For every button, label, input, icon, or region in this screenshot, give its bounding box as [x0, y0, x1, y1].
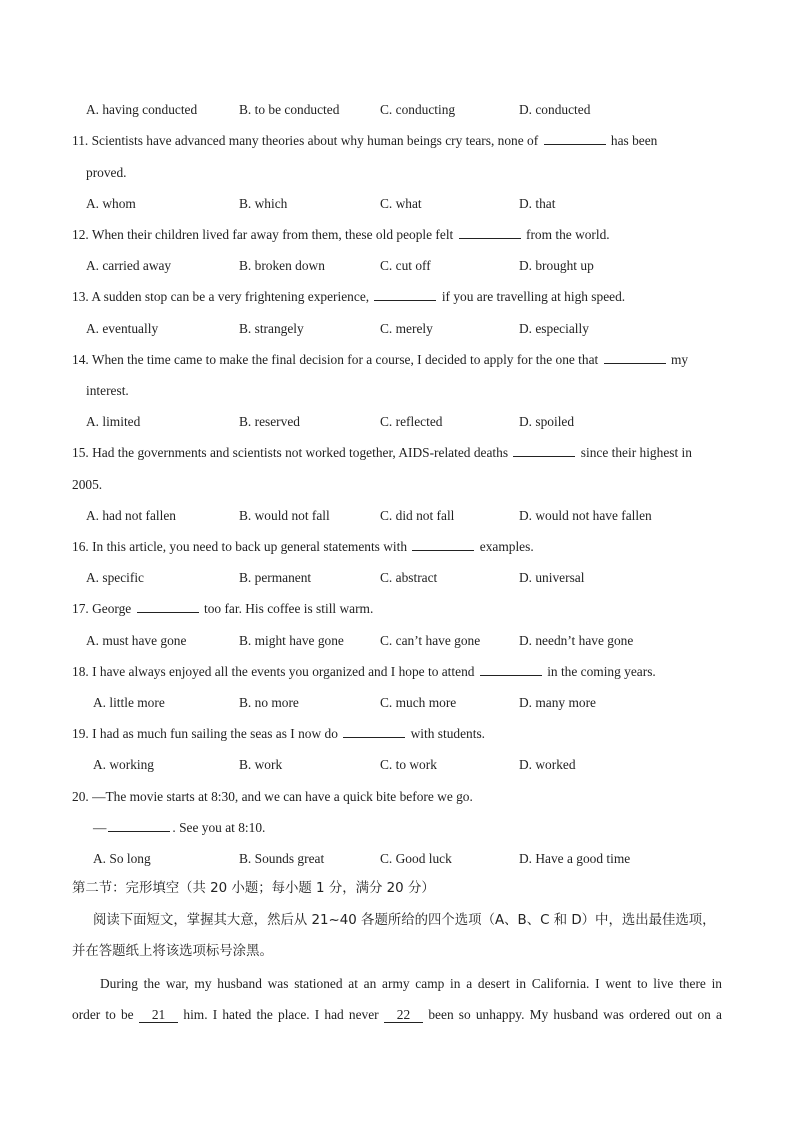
q10-options	[86, 101, 726, 119]
option-d: D. that	[519, 196, 556, 211]
q13-options	[86, 320, 726, 338]
option-a: A. had not fallen	[86, 508, 176, 523]
option-d: D. especially	[519, 321, 589, 336]
q20-options	[93, 850, 733, 868]
option-d: D. worked	[519, 757, 576, 772]
q18-options	[93, 694, 733, 712]
answer-blank	[480, 663, 542, 676]
option-c: C. can’t have gone	[380, 633, 481, 648]
option-a: A. eventually	[86, 321, 159, 336]
question-15-cont: 2005.	[72, 477, 103, 492]
question-17-stem: 17. George too far. His coffee is still warm.	[72, 601, 374, 616]
option-d: D. brought up	[519, 258, 594, 273]
option-d: D. spoiled	[519, 414, 575, 429]
question-11-stem: 11. Scientists have advanced many theories about why human beings cry tears, none of has been	[72, 133, 658, 148]
option-b: B. which	[239, 196, 288, 211]
question-12-stem: 12. When their children lived far away from them, these old people felt from the world.	[72, 227, 610, 242]
option-c: C. what	[380, 196, 422, 211]
q17-options	[86, 632, 726, 650]
option-c: C. cut off	[380, 258, 431, 273]
section-instruction-1: 阅读下面短文，掌握其大意，然后从 21~40 各题所给的四个选项（A、B、C 和 D）中，选出最佳选项，	[93, 913, 716, 928]
option-d: D. many more	[519, 695, 596, 710]
option-c: C. merely	[380, 321, 433, 336]
option-b: B. might have gone	[239, 633, 344, 648]
option-a: A. little more	[93, 695, 165, 710]
option-c: C. conducting	[380, 102, 456, 117]
question-20-reply: — . See you at 8:10.	[93, 820, 266, 835]
section-instruction-2: 并在答题纸上将该选项标号涂黑。	[72, 944, 273, 959]
option-c: C. much more	[380, 695, 457, 710]
answer-blank	[343, 725, 405, 738]
option-b: B. Sounds great	[239, 851, 325, 866]
question-13-stem: 13. A sudden stop can be a very frightening experience, if you are travelling at high speed.	[72, 289, 626, 304]
option-d: D. Have a good time	[519, 851, 631, 866]
option-d: D. would not have fallen	[519, 508, 652, 523]
question-15-stem: 15. Had the governments and scientists not worked together, AIDS-related deaths since their highest in	[72, 445, 692, 460]
option-b: B. permanent	[239, 570, 312, 585]
q14-options	[86, 413, 726, 431]
q19-options	[93, 756, 733, 774]
question-18-stem: 18. I have always enjoyed all the events you organized and I hope to attend in the coming years.	[72, 664, 656, 679]
question-16-stem: 16. In this article, you need to back up general statements with examples.	[72, 539, 534, 554]
option-a: A. having conducted	[86, 102, 198, 117]
option-b: B. strangely	[239, 321, 304, 336]
q12-options	[86, 257, 726, 275]
passage-line-1: During the war, my husband was stationed at an army camp in a desert in California. I went to live there in	[100, 976, 722, 991]
q15-options	[86, 507, 726, 525]
option-b: B. broken down	[239, 258, 325, 273]
answer-blank	[108, 819, 170, 832]
option-c: C. reflected	[380, 414, 443, 429]
option-c: C. abstract	[380, 570, 438, 585]
answer-blank	[604, 351, 666, 364]
question-11-cont: proved.	[86, 165, 127, 180]
option-a: A. carried away	[86, 258, 172, 273]
option-b: B. no more	[239, 695, 299, 710]
question-14-cont: interest.	[86, 383, 129, 398]
question-19-stem: 19. I had as much fun sailing the seas as I now do with students.	[72, 726, 486, 741]
answer-blank	[374, 288, 436, 301]
answer-blank	[412, 538, 474, 551]
answer-blank	[459, 226, 521, 239]
answer-blank	[544, 132, 606, 145]
question-14-stem: 14. When the time came to make the final decision for a course, I decided to apply for the one that my	[72, 352, 689, 367]
option-d: D. universal	[519, 570, 585, 585]
option-b: B. to be conducted	[239, 102, 340, 117]
section-heading: 第二节：完形填空（共 20 小题；每小题 1 分，满分 20 分）	[72, 881, 435, 896]
option-a: A. specific	[86, 570, 145, 585]
option-c: C. Good luck	[380, 851, 452, 866]
passage-line-2: order to be 21 him. I hated the place. I had never 22 been so unhappy. My husband was ordered out on a	[72, 1007, 722, 1022]
option-a: A. must have gone	[86, 633, 187, 648]
option-a: A. So long	[93, 851, 151, 866]
q16-options	[86, 569, 726, 587]
option-d: D. conducted	[519, 102, 591, 117]
answer-blank	[137, 600, 199, 613]
option-c: C. did not fall	[380, 508, 455, 523]
answer-blank	[513, 444, 575, 457]
option-a: A. limited	[86, 414, 141, 429]
option-a: A. whom	[86, 196, 136, 211]
q11-options	[86, 195, 726, 213]
question-20-stem: 20. —The movie starts at 8:30, and we can have a quick bite before we go.	[72, 789, 473, 804]
option-b: B. work	[239, 757, 283, 772]
blank-22: 22	[384, 1008, 423, 1023]
option-b: B. would not fall	[239, 508, 330, 523]
option-d: D. needn’t have gone	[519, 633, 634, 648]
blank-21: 21	[139, 1008, 178, 1023]
option-a: A. working	[93, 757, 154, 772]
option-c: C. to work	[380, 757, 437, 772]
option-b: B. reserved	[239, 414, 300, 429]
